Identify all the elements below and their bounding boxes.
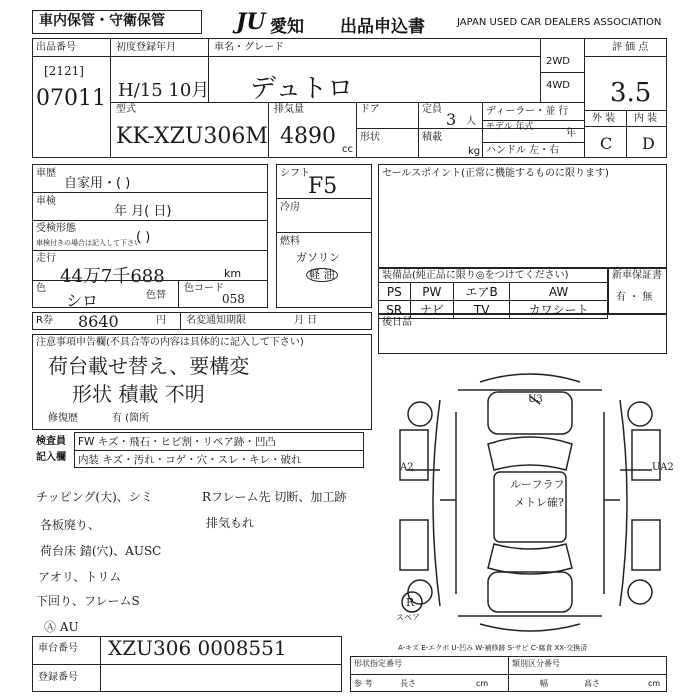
spare-mark: R [406, 596, 415, 609]
lot-number: 07011 [36, 86, 106, 111]
lot-bracket: [2121] [44, 64, 84, 78]
warranty-value: 有 ・ 無 [616, 292, 653, 303]
insp-note-1: チッピング(大)、シミ [36, 490, 153, 504]
mileage-value: 44万7千688 [60, 266, 165, 287]
mileage-unit: km [224, 267, 242, 280]
rating-label: 評 価 点 [612, 42, 649, 53]
insp-note-5: 荷台床 錆(穴)、AUSC [40, 544, 162, 558]
equip-ps: PS [379, 283, 411, 301]
model-label: 型式 [116, 104, 136, 115]
first-reg-value: H/15 10月 [118, 80, 210, 101]
repair-value: 有 (箇所 [112, 413, 150, 424]
name-change-label: 名変通知期限 [186, 315, 246, 326]
color-value: シロ [66, 291, 99, 310]
lot-label: 出品番号 [36, 42, 76, 53]
diagram-right-mark: UA2 [652, 462, 674, 473]
inspector-label1: 検査員 [36, 436, 66, 447]
inspection-value: 年 月( 日) [114, 204, 172, 219]
inspector-row2: 内装 キズ・汚れ・コゲ・穴・スレ・キレ・破れ [78, 454, 302, 466]
car-name: デュトロ [250, 74, 354, 104]
color-change-label: 色替 [146, 290, 166, 301]
height-label: 高さ [584, 679, 600, 688]
roof-note-1: ルーフラフ [510, 478, 565, 491]
mileage-label: 走行 [36, 253, 56, 264]
sales-point-label: セールスポイント(正常に機能するものに限ります) [382, 168, 609, 179]
interior-label: 内 装 [634, 113, 658, 124]
fuel-gas: ガソリン [296, 251, 340, 264]
equip-tv: TV [454, 301, 510, 319]
equipment-label: 装備品(純正品に限り◎をつけてください) [382, 270, 569, 281]
color-label: 色 [36, 283, 46, 294]
chassis-value: XZU306 0008551 [108, 636, 287, 660]
first-reg-label: 初度登録年月 [116, 42, 176, 53]
diagram-left-mark: A2 [400, 462, 414, 473]
shape-label: 形状 [360, 132, 380, 143]
drive-2wd: 2WD [546, 56, 570, 67]
consignment-paren: ( ) [136, 230, 151, 245]
spare-label: スペア [396, 613, 420, 622]
drive-4wd: 4WD [546, 80, 570, 91]
color-code-label: 色コード [184, 283, 224, 294]
insp-note-8: Ⓐ AU [44, 620, 79, 634]
year-unit: 年 [566, 128, 576, 139]
ref-label: 参 考 [354, 679, 373, 688]
displacement-value: 4890 [280, 124, 336, 149]
displacement-label: 排気量 [274, 104, 304, 115]
insp-note-4: 排気もれ [206, 516, 255, 530]
doors-label: ドア [360, 104, 380, 115]
ac-label: 冷房 [280, 202, 300, 213]
shift-value: F5 [308, 174, 338, 199]
model-year-label: モデル 年式 [486, 122, 534, 132]
length-cm: cm [476, 679, 489, 688]
color-code-value: 058 [222, 292, 245, 306]
org-name: 愛知 [270, 17, 304, 37]
insp-note-3: 各板廃り、 [40, 518, 101, 532]
notes-line1: 荷台載せ替え、要構変 [48, 354, 250, 378]
name-change-value: 月 日 [294, 315, 318, 326]
height-cm: cm [648, 679, 661, 688]
association-name: JAPAN USED CAR DEALERS ASSOCIATION [457, 17, 662, 28]
warranty-label: 新車保証書 [612, 270, 662, 281]
type-label: 車歴 [36, 168, 56, 179]
form-title: 出品申込書 [340, 17, 425, 37]
repair-label: 修復歴 [48, 413, 78, 424]
displacement-unit: cc [342, 144, 353, 155]
storage-box [32, 10, 202, 34]
notes-label: 注意事項申告欄(不具合等の内容は具体的に記入して下さい) [36, 337, 304, 348]
chassis-label: 車台番号 [38, 643, 78, 654]
recycle-value: 8640 [78, 312, 119, 331]
recycle-unit: 円 [156, 315, 166, 326]
diagram-top-mark: U3 [528, 394, 543, 405]
load-unit: kg [468, 146, 481, 157]
model-value: KK-XZU306M [116, 124, 268, 149]
rating-score: 3.5 [610, 78, 652, 108]
consignment-label: 受検形態 [36, 223, 76, 234]
inspector-label2: 記入欄 [36, 452, 66, 463]
width-label: 幅 [540, 679, 548, 688]
exterior-label: 外 装 [592, 113, 616, 124]
equip-sr: SR [379, 301, 411, 319]
after-box [378, 314, 667, 354]
equip-pw: PW [410, 283, 454, 301]
fuel-diesel: 軽 油 [306, 268, 338, 282]
notes-line2: 形状 積載 不明 [72, 382, 205, 406]
load-label: 積載 [422, 132, 442, 143]
equip-airbag: エアB [454, 283, 510, 301]
capacity-unit: 人 [466, 116, 476, 127]
consignment-note: 車検付きの場合は記入して下さい [36, 239, 141, 247]
capacity-label: 定員 [422, 104, 442, 115]
inspection-label: 車検 [36, 196, 56, 207]
dims-label: 形状指定番号 [354, 659, 402, 668]
type-value: 自家用・( ) [64, 176, 131, 191]
inspector-row1: FW キズ・飛石・ヒビ割・リペア跡・凹凸 [78, 436, 276, 448]
storage-label: 車内保管・守衛保管 [39, 13, 165, 29]
equip-leather: カワシート [510, 301, 608, 319]
class-label: 類別区分番号 [512, 659, 560, 668]
recycle-label: R券 [36, 315, 53, 326]
handle-label: ハンドル 左・右 [486, 145, 560, 156]
diagram-legend: A-キズ E-エクボ U-凹み W-補修跡 S-サビ C-腐食 XX-交換済 [398, 644, 588, 652]
insp-note-2: Rフレーム先 切断、加工跡 [202, 490, 347, 504]
name-grade-label: 車名・グレード [214, 42, 284, 53]
length-label: 長さ [400, 679, 416, 688]
equip-aw: AW [510, 283, 608, 301]
equip-navi: ナビ [410, 301, 454, 319]
dealer-label: ディーラー・並 行 [486, 106, 569, 117]
interior-value: D [642, 134, 655, 153]
shift-label: シフト [280, 168, 310, 179]
insp-note-7: 下回り、フレームS [36, 594, 140, 608]
ju-logo: JU [236, 9, 266, 35]
after-label: 後日品 [382, 317, 412, 328]
roof-note-2: メトレ確? [514, 496, 564, 509]
reg-label: 登録番号 [38, 672, 78, 683]
insp-note-6: アオリ、トリム [38, 570, 122, 584]
capacity-value: 3 [446, 110, 457, 129]
fuel-label: 燃料 [280, 236, 300, 247]
exterior-value: C [600, 134, 613, 153]
